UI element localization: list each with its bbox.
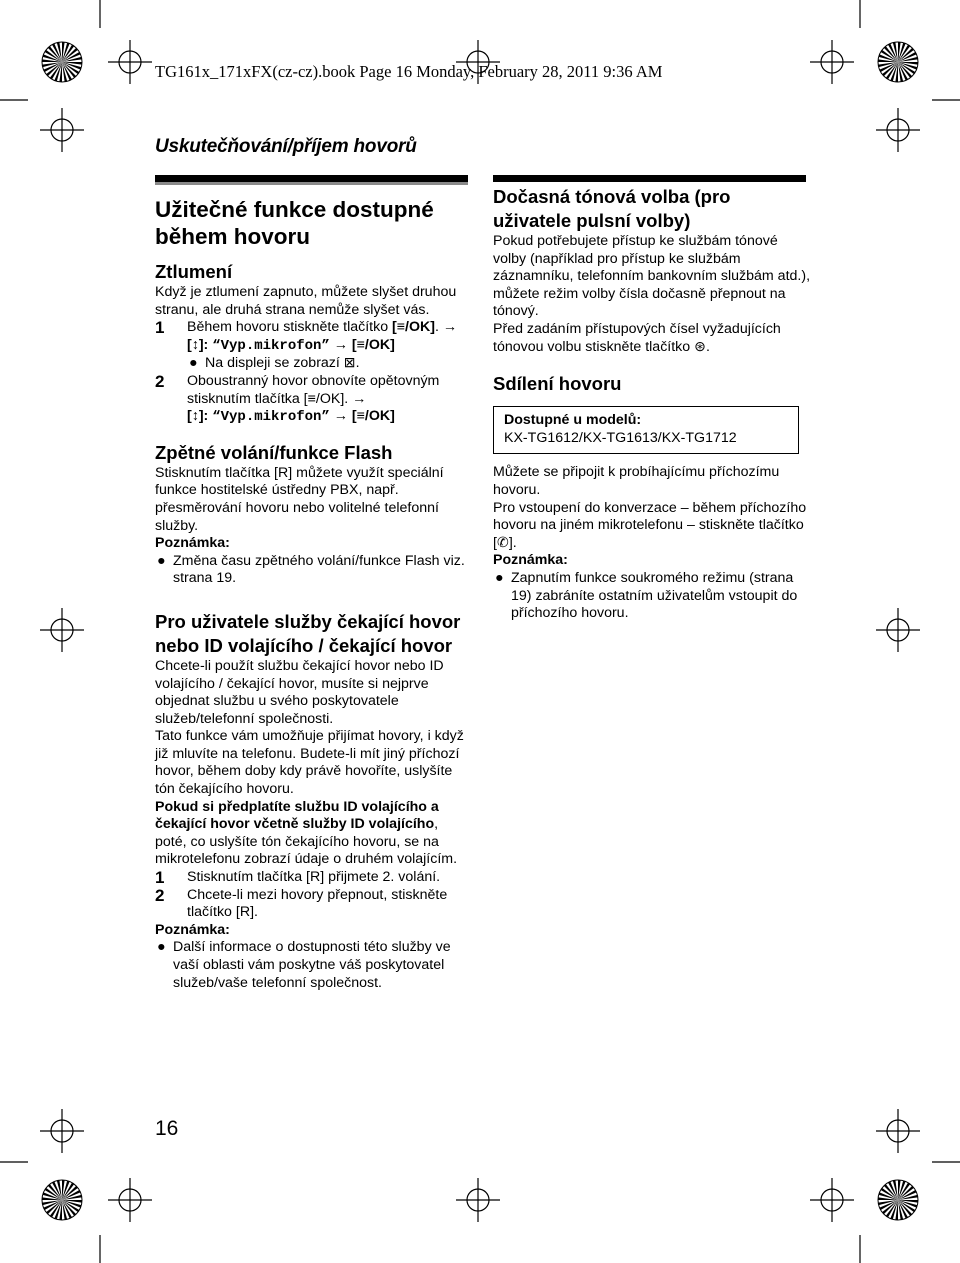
page-heading: Užitečné funkce dostupné během hovoru [155,197,434,249]
step-text: Stisknutím tlačítka [R] přijmete 2. volání. [187,869,441,886]
bullet-icon: ● [189,355,198,372]
ok-key: → [≡/OK] [329,408,395,425]
flash-note [155,553,471,588]
bullet-text: Zapnutím funkce soukromého režimu (strana 19) zabráníte ostatním uživatelům vstoupit do příchozího hovoru. [511,569,798,622]
section-title: Uskutečňování/příjem hovorů [155,136,417,157]
callwait-note-label: Poznámka: [155,921,230,938]
registration-star-icon [878,42,918,82]
menu-item: “Vyp.mikrofon” [212,409,330,426]
tone-p2: Před zadáním přístupových čísel vyžadujících tónovou volbu stiskněte tlačítko ⊛. [493,320,781,355]
callwait-p3-rest: , poté, co uslyšíte tón čekajícího hovoru, se na mikrotelefonu zobrazí údaje o druhém volajícím. [155,816,458,868]
left-top-rule-grey [155,182,468,185]
bullet-text: Na displeji se zobrazí ⊠. [205,355,360,372]
step-text: Během hovoru stiskněte tlačítko [187,319,393,336]
mute-bullet [187,355,471,373]
tone-p1: Pokud potřebujete přístup ke službám tónové volby (například pro přístup ke službám záznamníku, telefonním bankovním službám atd.), můžete režim volby čísla dočasně přepnout na tónový. [493,233,811,320]
bullet-text: Změna času zpětného volání/funkce Flash viz. strana 19. [173,552,465,587]
callwait-heading: Pro uživatele služby čekající hovor nebo ID volajícího / čekající hovor [155,610,461,656]
left-top-rule [155,175,468,182]
tone-heading: Dočasná tónová volba (pro uživatele pulsní volby) [493,186,731,231]
flash-text: Stisknutím tlačítka [R] můžete využít speciální funkce hostitelské ústředny PBX, např. přesměrování hovoru nebo volitelné telefonní služby. [155,464,444,534]
share-p2: Pro vstoupení do konverzace – během příchozího hovoru na jiném mikrotelefonu – stiskněte tlačítko [✆]. [493,499,807,551]
mute-step-2 [155,373,471,427]
mute-heading: Ztlumení [155,261,233,282]
bullet-icon: ● [157,552,166,569]
right-column [493,185,813,623]
flash-heading: Zpětné volání/funkce Flash [155,441,393,463]
step-text: Oboustranný hovor obnovíte opětovným stisknutím tlačítka [≡/OK]. → [187,372,440,407]
callwait-step-2 [155,887,471,922]
share-heading: Sdílení hovoru [493,373,622,395]
bullet-icon: ● [495,569,504,586]
step-number: 2 [155,371,165,391]
share-p1: Můžete se připojit k probíhajícímu příchozímu hovoru. [493,464,780,498]
registration-star-icon [42,42,82,82]
mute-step-1 [155,319,471,373]
running-header: TG161x_171xFX(cz-cz).book Page 16 Monday, February 28, 2011 9:36 AM [155,62,663,81]
flash-note-label: Poznámka: [155,535,230,552]
right-top-rule [493,175,806,182]
models-list: KX-TG1612/KX-TG1613/KX-TG1712 [504,429,737,446]
left-column [155,196,471,992]
arrow: . → [435,319,458,336]
step-text: Chcete-li mezi hovory přepnout, stiskněte tlačítko [R]. [187,886,448,921]
callwait-step-1 [155,869,471,887]
registration-star-icon [878,1180,918,1220]
share-note-label: Poznámka: [493,552,568,569]
nav-key: [↕]: [187,336,213,353]
registration-star-icon [42,1180,82,1220]
bullet-text: Další informace o dostupnosti této služby ve vaší oblasti vám poskytne váš poskytovatel služeb/vaše telefonní společnost. [173,939,451,991]
nav-key: [↕]: [187,408,213,425]
callwait-p2: Tato funkce vám umožňuje přijímat hovory, i když již mluvíte na telefonu. Budete-li mít jiný příchozí hovor, během doby kdy právě hovoříte, uslyšíte tón čekajícího hovoru. [155,728,464,798]
step-number: 1 [155,318,165,338]
page-number: 16 [155,1117,179,1140]
menu-item: “Vyp.mikrofon” [212,337,330,354]
callwait-p3-bold: Pokud si předplatíte službu ID volajícího a čekající hovor včetně služby ID volajícího [155,798,439,833]
share-note [493,570,813,623]
callwait-p3 [155,799,471,869]
callwait-note [155,939,471,992]
step-number: 1 [155,868,165,888]
step-number: 2 [155,885,165,905]
bullet-icon: ● [157,939,166,956]
callwait-p1: Chcete-li použít službu čekající hovor nebo ID volajícího / čekající hovor, musíte si nejprve objednat službu u svého poskytovatele služeb/telefonní společnosti. [155,657,444,727]
ok-key: → [≡/OK] [329,336,395,353]
models-label: Dostupné u modelů: [504,412,642,429]
models-box [493,406,799,454]
mute-intro: Když je ztlumení zapnuto, můžete slyšet druhou stranu, ale druhá strana nemůže slyšet vás. [155,284,457,318]
ok-key: [≡/OK] [392,319,435,336]
